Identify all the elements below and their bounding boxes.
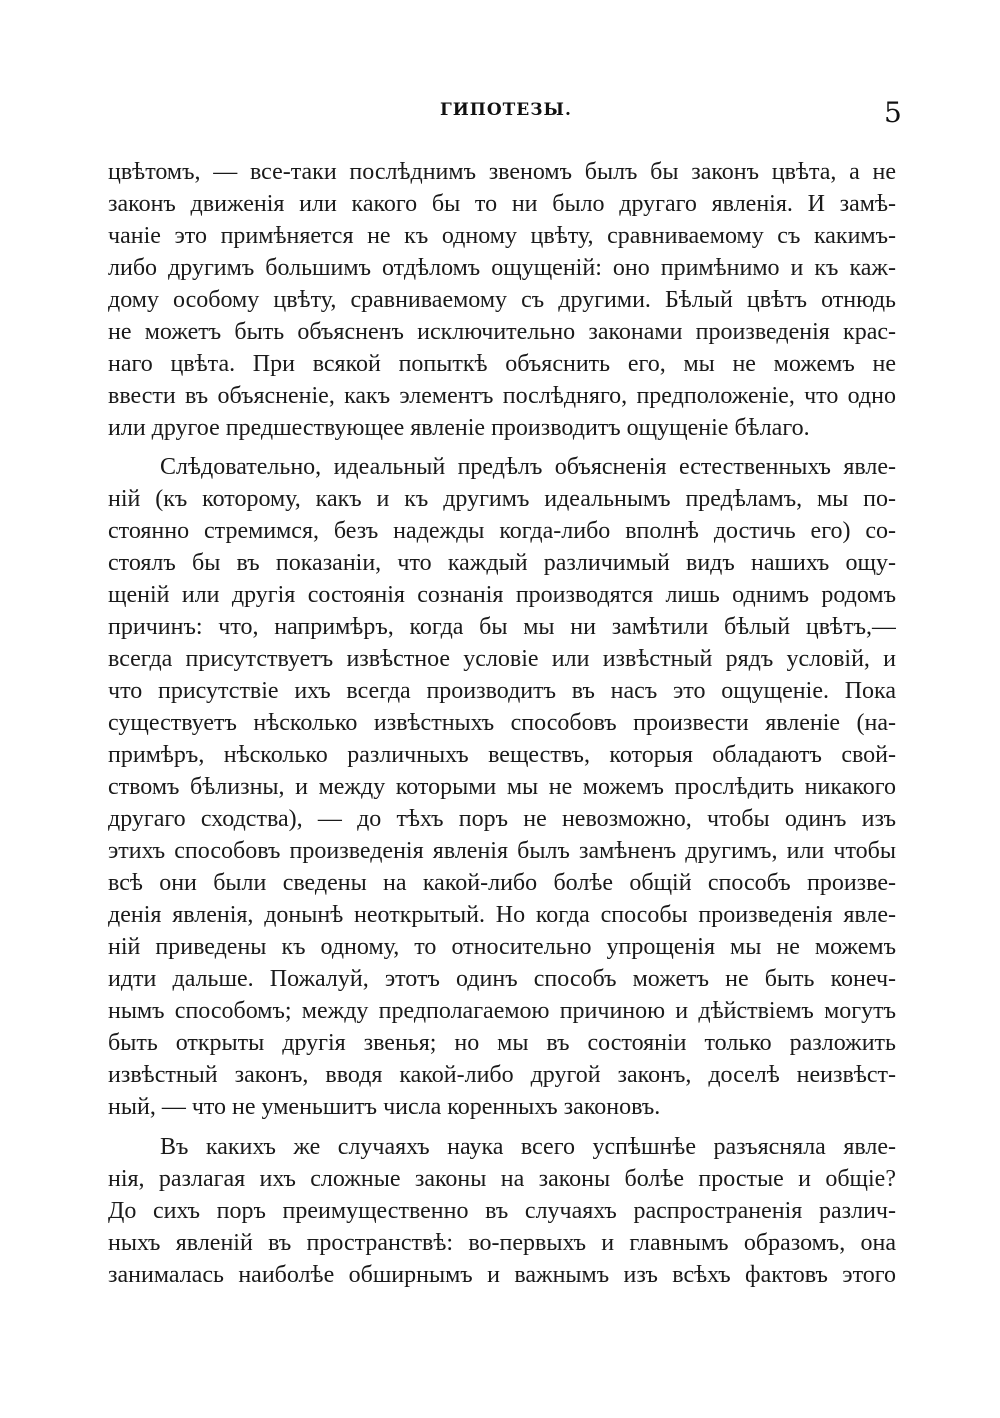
text-line: щеній или другія состоянія сознанія производятся лишь однимъ родомъ <box>108 582 896 608</box>
text-line: занималась наиболѣе обширнымъ и важнымъ изъ всѣхъ фактовъ этого <box>108 1262 896 1288</box>
text-line: ввести въ объясненіе, какъ элементъ послѣдняго, предположеніе, что одно <box>108 383 896 409</box>
text-line: наго цвѣта. При всякой попыткѣ объяснить его, мы не можемъ не <box>108 351 896 377</box>
text-line: Въ какихъ же случаяхъ наука всего успѣшнѣе разъясняла явле- <box>160 1134 896 1160</box>
text-line: этихъ способовъ произведенія явленія былъ замѣненъ другимъ, или чтобы <box>108 838 896 864</box>
text-line: ній (къ которому, какъ и къ другимъ идеальнымъ предѣламъ, мы по- <box>108 486 896 512</box>
text-line: быть открыты другія звенья; но мы въ состояніи только разложить <box>108 1030 896 1056</box>
text-line: нія, разлагая ихъ сложные законы на законы болѣе простые и общіе? <box>108 1166 896 1192</box>
text-line: идти дальше. Пожалуй, этотъ одинъ способъ можетъ не быть конеч- <box>108 966 896 992</box>
text-line: ствомъ бѣлизны, и между которыми мы не можемъ прослѣдить никакого <box>108 774 896 800</box>
page-number: 5 <box>884 96 902 129</box>
text-line: чаніе это примѣняется не къ одному цвѣту, сравниваемому съ какимъ- <box>108 223 896 249</box>
text-line: другаго сходства), — до тѣхъ поръ не невозможно, чтобы одинъ изъ <box>108 806 896 832</box>
text-line: До сихъ поръ преимущественно въ случаяхъ распространенія различ- <box>108 1198 896 1224</box>
text-line: ныхъ явленій въ пространствѣ: во-первыхъ и главнымъ образомъ, она <box>108 1230 896 1256</box>
text-line: причинъ: что, напримѣръ, когда бы мы ни замѣтили бѣлый цвѣтъ,— <box>108 614 896 640</box>
text-line: ный, — что не уменьшитъ числа коренныхъ законовъ. <box>108 1094 661 1120</box>
text-line: что присутствіе ихъ всегда производитъ въ насъ это ощущеніе. Пока <box>108 678 896 704</box>
text-line: стоянно стремимся, безъ надежды когда-либо вполнѣ достичь его) со- <box>108 518 896 544</box>
text-line: дому особому цвѣту, сравниваемому съ другими. Бѣлый цвѣтъ отнюдь <box>108 287 896 313</box>
text-line: извѣстный законъ, вводя какой-либо другой законъ, доселѣ неизвѣст- <box>108 1062 896 1088</box>
text-line: примѣръ, нѣсколько различныхъ веществъ, которыя обладаютъ свой- <box>108 742 896 768</box>
running-head: ГИПОТЕЗЫ. <box>440 100 572 120</box>
text-line: стоялъ бы въ показаніи, что каждый различимый видъ нашихъ ощу- <box>108 550 896 576</box>
text-line: всѣ они были сведены на какой-либо болѣе общій способъ произве- <box>108 870 896 896</box>
text-line: не можетъ быть объясненъ исключительно законами произведенія крас- <box>108 319 896 345</box>
text-line: всегда присутствуетъ извѣстное условіе или извѣстный рядъ условій, и <box>108 646 896 672</box>
text-line: или другое предшествующее явленіе производитъ ощущеніе бѣлаго. <box>108 415 810 441</box>
text-line: Слѣдовательно, идеальный предѣлъ объясненія естественныхъ явле- <box>160 454 896 480</box>
text-line: законъ движенія или какого бы то ни было другаго явленія. И замѣ- <box>108 191 896 217</box>
text-line: денія явленія, донынѣ неоткрытый. Но когда способы произведенія явле- <box>108 902 896 928</box>
text-line: ній приведены къ одному, то относительно упрощенія мы не можемъ <box>108 934 896 960</box>
text-line: нымъ способомъ; между предполагаемою причиною и дѣйствіемъ могутъ <box>108 998 896 1024</box>
text-line: либо другимъ большимъ отдѣломъ ощущеній: оно примѣнимо и къ каж- <box>108 255 896 281</box>
text-line: существуетъ нѣсколько извѣстныхъ способовъ произвести явленіе (на- <box>108 710 896 736</box>
text-line: цвѣтомъ, — все-таки послѣднимъ звеномъ былъ бы законъ цвѣта, а не <box>108 159 896 185</box>
